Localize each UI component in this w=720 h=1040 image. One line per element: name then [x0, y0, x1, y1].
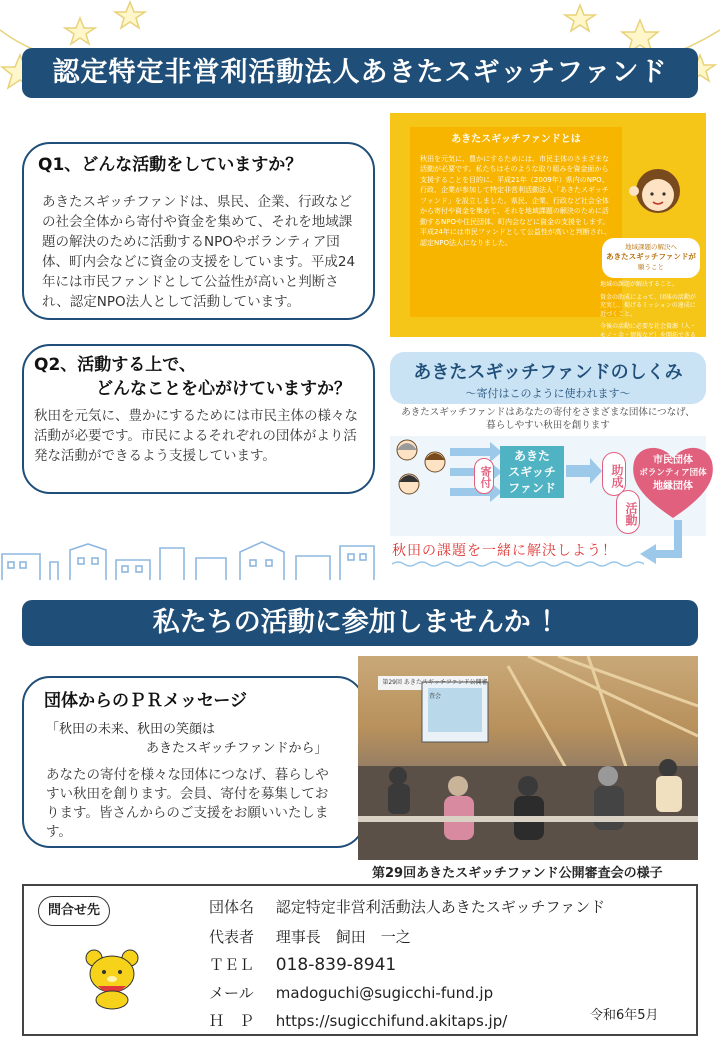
pr-quote-line1: 「秋田の未来、秋田の笑顔は: [46, 722, 216, 737]
contact-row-name: [209, 896, 605, 917]
groups-text: [632, 454, 714, 493]
wish-item: 地域の課題が解決すること。: [600, 281, 679, 288]
q2-title-line2: どんなことを心がけていますか？: [96, 379, 351, 399]
josei-badge: [602, 452, 626, 496]
photo-banner-text: 第29回 あきたスギッチファンド公開審査会: [382, 679, 488, 700]
pr-body: あなたの寄付を様々な団体につなげ、暮らしやすい秋田を創ります。会員、寄付を募集しております。皆さんからのご支援をお願いいたします。: [46, 767, 329, 840]
q1-body: あきたスギッチファンドは、県民、企業、行政などの社会全体から寄付や資金を集めて、それを地域課題の解決のために活動するNPOやボランティア団体、町内会などに資金の支援をしています。平成24年には市民ファンドとして公益性が高いと判断され、認定NPO法人として活動しています。: [42, 194, 356, 310]
contact-label: 問合せ先: [47, 903, 100, 918]
fund-line3: ファンド: [508, 481, 556, 495]
groups-line2: ボランティア団体: [639, 468, 707, 478]
flyer-title: あきたスギッチファンドとは: [451, 134, 581, 145]
contact-row-tel: [209, 954, 396, 975]
solve-message: 秋田の課題を一緒に解決しよう！: [392, 543, 617, 559]
issue-date: 令和6年5月: [590, 1008, 659, 1023]
contact-row-value: 理事長 飼田 一之: [275, 928, 411, 946]
contact-email-link[interactable]: madoguchi@sugicchi-fund.jp: [275, 984, 494, 1002]
fund-line1: あきた: [513, 449, 550, 463]
kifu-label: 寄付: [479, 466, 492, 488]
josei-label: 助成: [610, 464, 624, 488]
contact-label-badge: [38, 896, 110, 926]
shikumi-title: あきたスギッチファンドのしくみ: [413, 362, 683, 383]
groups-line3: 地縁団体: [653, 481, 693, 492]
girl-character-icon: [626, 161, 686, 227]
q1-title: Q1、どんな活動をしていますか？: [38, 155, 303, 175]
flyer-wishes: [600, 281, 700, 349]
contact-row-label: Ｈ Ｐ: [209, 1012, 255, 1030]
event-photo: [358, 656, 698, 860]
star-icon: [115, 2, 145, 28]
kifu-badge: [474, 458, 494, 494]
pr-box: [22, 676, 365, 848]
contact-row-label: メール: [209, 984, 254, 1002]
contact-box: [22, 884, 698, 1036]
contact-row-rep: [209, 926, 411, 947]
shikumi-desc-line2: 暮らしやすい秋田を創ります: [486, 420, 610, 431]
arrow-right-icon: [566, 456, 604, 486]
flyer-body: 秋田を元気に、豊かにするためには、市民主体のさまざまな活動が必要です。私たちはそのような取り組みを資金面から支援することを目的に、平成21年（2009年）県内のNPO、行政、企業が参加して特定非営利活動法人「あきたスギッチファンド」を設立しました。県民、企業、行政など社会全体から寄付や資金を集めて、それを地域課題の解決のために活動するNPOや住民団体、町内会などに資金の支援をします。平成24年には市民ファンドとして公益性が高いと判断され、認定NPO法人になりました。: [420, 154, 612, 247]
contact-row-hp: [209, 1010, 507, 1031]
contact-row-value: 認定特定非営利活動法人あきたスギッチファンド: [275, 898, 606, 916]
shikumi-desc: [390, 406, 706, 432]
flyer-image: [390, 113, 706, 347]
flyer-bubble: [602, 238, 700, 278]
pr-title: 団体からのＰＲメッセージ: [44, 691, 247, 711]
donor-people-icon: [393, 438, 453, 508]
q2-body: 秋田を元気に、豊かにするためには市民主体の様々な活動が必要です。市民によるそれぞれの団体がより活発な活動ができるよう支援しています。: [34, 408, 358, 464]
shikumi-desc-line1: あきたスギッチファンドはあなたの寄付をさまざまな団体につなげ、: [401, 407, 695, 418]
pr-quote-line2: あきたスギッチファンドから」: [146, 741, 328, 756]
q1-box: [22, 142, 375, 320]
wish-item: 今後の活動に必要な社会資源（人・モノ・金・情報など）を開拓できるようになること。: [600, 323, 697, 347]
contact-row-label: 代表者: [209, 928, 255, 946]
sugicchi-mascot-icon: [80, 946, 144, 1010]
star-icon: [565, 5, 595, 31]
wish-item: 資金の助成によって、団体の活動が充実し、掲げるミッションの達成に近づくこと。: [600, 293, 696, 318]
page-title: 認定特定非営利活動法人あきたスギッチファンド: [22, 48, 698, 98]
wavy-underline: [392, 560, 644, 568]
return-arrow-icon: [640, 520, 690, 564]
shikumi-subtitle: ～寄付はこのように使われます～: [465, 387, 631, 400]
fund-box: [500, 446, 564, 498]
photo-caption: 第29回あきたスギッチファンド公開審査会の様子: [372, 866, 663, 881]
star-icon: [65, 18, 95, 44]
contact-row-value: 018-839-8941: [275, 955, 397, 975]
shikumi-title-box: [390, 352, 706, 404]
city-skyline-decoration: [0, 540, 380, 582]
contact-row-label: 団体名: [209, 898, 255, 916]
pr-quote: [46, 720, 327, 758]
join-banner: 私たちの活動に参加しませんか ！: [22, 600, 698, 646]
bubble-line3: 願うこと: [638, 263, 664, 271]
katsudo-label: 活動: [624, 502, 638, 526]
q2-box: [22, 344, 375, 494]
bubble-line1: 地域課題の解決へ: [625, 243, 677, 251]
contact-row-mail: [209, 982, 493, 1003]
bubble-line2: あきたスギッチファンドが: [606, 252, 696, 261]
fund-line2: スギッチ: [508, 465, 556, 479]
contact-hp-link[interactable]: https://sugicchifund.akitaps.jp/: [275, 1012, 508, 1030]
flyer-text-card: [410, 127, 622, 317]
groups-line1: 市民団体: [653, 455, 693, 466]
contact-row-label: ＴＥＬ: [209, 956, 255, 974]
q2-title-line1: Q2、活動する上で、: [34, 355, 196, 375]
